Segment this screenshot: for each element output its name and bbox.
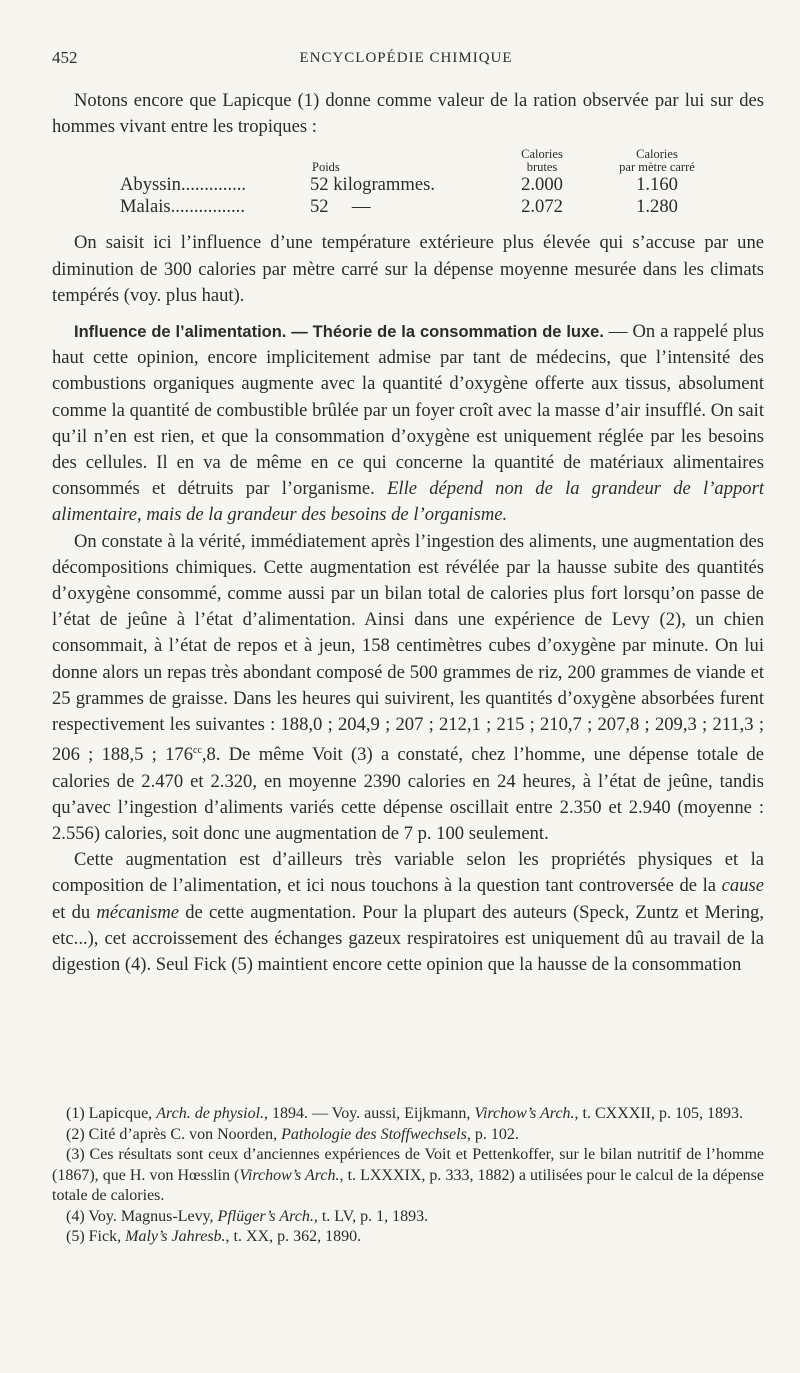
header-poids: Poids: [312, 160, 340, 175]
row-name: Malais................: [120, 196, 245, 218]
paragraph-influence-temperature: On saisit ici l’influence d’une température extérieure plus élevée qui s’accuse par une diminution de 300 calories par mètre carré sur la dépense moyenne mesurée dans les climats tempérés (voy. plus haut).: [52, 232, 764, 306]
paragraph-text: de cette augmentation. Pour la plupart des auteurs (Speck, Zuntz et Mering, etc...), cet accroissement des échanges gazeux respiratoires est uniquement dû au travail de la digestion (4). Seul Fick (5) maintient encore cette opinion que la hausse de la consommation: [52, 901, 764, 976]
row-carre: 1.160: [636, 174, 678, 196]
paragraph-augmentation: [52, 847, 764, 978]
footnote-italic: Pflüger’s Arch.: [217, 1207, 314, 1225]
footnote-text: (4) Voy. Magnus-Levy,: [66, 1207, 218, 1225]
footnote-text: , t. CXXXII, p. 105, 1893.: [574, 1105, 743, 1122]
row-carre: 1.280: [636, 196, 678, 218]
paragraph-levy-experiment: [52, 529, 764, 848]
page-number: 452: [52, 48, 78, 67]
footnote-text: , t. XX, p. 362, 1890.: [225, 1228, 362, 1245]
footnote-italic: Arch. de physiol.: [156, 1105, 265, 1122]
paragraph-text: On constate à la vérité, immédiatement après l’ingestion des aliments, une augmentation des décompositions chimiques. Cette augmentation est révélée par la hausse subite des quantités d’oxygène consommé, comme aussi par un bilan total de calories plus fort lorsqu’on passe de l’état de jeûne à l’état d’alimentation. Ainsi dans une expérience de Levy (2), un chien consommait, à l’état de repos et à jeun, 158 centimètres cubes d’oxygène par minute. On lui donne alors un repas très abondant composé de 500 grammes de riz, 200 grammes de viande et 25 grammes de graisse. Dans les heures qui suivirent, les quantités d’oxygène absorbées furent respectivement les suivantes : 188,0 ; 204,9 ; 207 ; 212,1 ; 215 ; 210,7 ; 207,8 ; 209,3 ; 211,3 ; 206 ; 188,5 ; 176: [52, 530, 764, 766]
section-text: — On a rappelé plus haut cette opinion, encore implicitement admise par tant de médecins, que l’intensité des combustions organiques augmente avec la quantité d’oxygène offerte aux tissus, absolument comme la quantité de combustible brûlée par un foyer croît avec la masse d’air insufflé. On sait qu’il n’en est rien, et que la consommation d’oxygène est uniquement réglée par les besoins des cellules. Il en va de même en ce qui concerne la quantité de matériaux alimentaires consommés et détruits par l’organisme.: [52, 321, 765, 500]
table-header: [120, 148, 712, 174]
footnote-text: (2) Cité d’après C. von Noorden,: [66, 1125, 282, 1143]
table-row: [120, 174, 712, 196]
paragraph-text: et du: [52, 901, 97, 923]
header-carre-line2: par mètre carré: [619, 160, 695, 175]
footnote-1: [52, 1104, 764, 1125]
ration-table: [120, 148, 712, 218]
footnotes: [52, 1104, 764, 1248]
row-poids: 52 kilogrammes.: [310, 174, 435, 196]
section-italic-text: Elle dépend non de la grandeur de l’apport alimentaire, mais de la grandeur des besoins de l’organisme.: [52, 478, 764, 526]
footnote-italic: Virchow’s Arch.: [239, 1166, 340, 1184]
footnote-2: [52, 1125, 764, 1146]
intro-paragraph: Notons encore que Lapicque (1) donne comme valeur de la ration observée par lui sur des hommes vivant entre les tropiques :: [52, 90, 764, 138]
footnote-3: [52, 1145, 764, 1207]
table-row: [120, 196, 712, 218]
header-brutes: [482, 148, 602, 174]
row-poids: 52 —: [310, 196, 371, 218]
row-brutes: 2.072: [521, 196, 563, 218]
paragraph-text: ,8. De même Voit (3) a constaté, chez l’homme, une dépense totale de calories de 2.470 et 2.320, en moyenne 2390 calories en 24 heures, à l’état de jeûne, tandis qu’avec l’ingestion d’aliments variés cette dépense oscillait entre 2.350 et 2.940 (moyenne : 2.556) calories, soit donc une augmentation de 7 p. 100 seulement.: [52, 744, 764, 845]
footnote-text: (1) Lapicque,: [66, 1105, 157, 1122]
page-header: [52, 48, 760, 72]
italic-word: mécanisme: [96, 901, 180, 923]
footnote-italic: Maly’s Jahresb.: [125, 1228, 226, 1245]
main-text: [52, 88, 764, 978]
footnote-text: , 1894. — Voy. aussi, Eijkmann,: [264, 1105, 475, 1122]
italic-word: cause: [721, 875, 764, 897]
footnote-text: , t. LV, p. 1, 1893.: [313, 1207, 429, 1225]
section-paragraph: [52, 319, 764, 529]
footnote-text: (5) Fick,: [66, 1228, 126, 1245]
row-name: Abyssin..............: [120, 174, 247, 196]
header-carre: [602, 148, 712, 174]
footnote-text: (3) Ces résultats sont ceux d’anciennes expériences de Voit et Pettenkoffer, sur le bilan nutritif de l’homme (1867), que H. von Hœsslin (: [52, 1146, 764, 1184]
section-title: Influence de l’alimentation. — Théorie de la consommation de luxe.: [74, 323, 604, 342]
footnote-text: , p. 102.: [466, 1125, 519, 1143]
paragraph-text: Cette augmentation est d’ailleurs très variable selon les propriétés physiques et la composition de l’alimentation, et ici nous touchons à la question tant controversée de la: [52, 849, 764, 897]
footnote-5: [52, 1227, 764, 1248]
footnote-italic: Pathologie des Stoffwechsels: [281, 1125, 467, 1143]
footnote-4: [52, 1207, 764, 1228]
header-brutes-line1: Calories: [521, 147, 563, 162]
footnote-text: , t. LXXXIX, p. 333, 1882) a utilisées pour le calcul de la dépense totale de calories.: [52, 1166, 765, 1204]
unit-superscript: cc: [193, 745, 202, 757]
row-brutes: 2.000: [521, 174, 563, 196]
footnote-italic: Virchow’s Arch.: [474, 1105, 575, 1122]
header-carre-line1: Calories: [636, 147, 678, 162]
header-brutes-line2: brutes: [526, 160, 558, 175]
running-title: ENCYCLOPÉDIE CHIMIQUE: [299, 50, 513, 66]
